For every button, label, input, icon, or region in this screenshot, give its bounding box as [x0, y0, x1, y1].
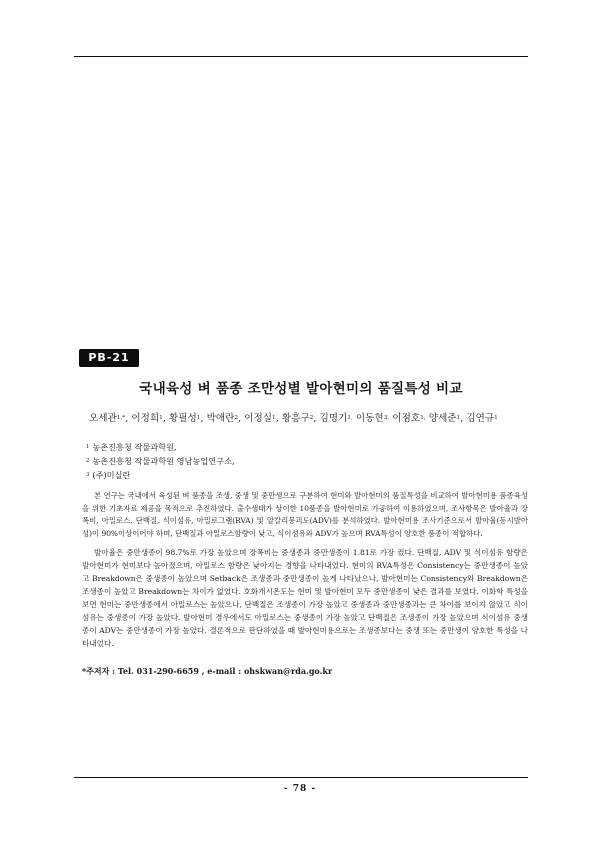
page-number: - 78 -: [283, 784, 317, 794]
author-mark: 3,: [383, 415, 390, 421]
top-rule: [74, 56, 528, 57]
author: 박애란: [206, 413, 235, 424]
abstract: [82, 490, 528, 656]
author-list: 오세관$^{1,*}$, 이정희$^1$, 황필성$^1$, 박애란$^2$, 이정실$^1$, 황흥구$^2$, 김명기$^{1,}$ 이동현$^{3,}$ 이점호$^{1,}$ 양세준$^1$, 김연규$^1$: [89, 413, 498, 424]
author: 이정희: [131, 413, 160, 424]
affiliation: [86, 468, 506, 482]
affiliation-text: 농촌진흥청 작물과학원,: [92, 442, 177, 452]
author-mark: 1: [159, 415, 163, 421]
affiliation-mark: 1: [86, 444, 90, 450]
author-mark: 1: [272, 415, 276, 421]
author-mark: 1: [494, 415, 498, 421]
contact-email: ohskwan@rda.go.kr: [243, 666, 333, 676]
author-mark: 1,*: [116, 415, 126, 421]
affiliation: [86, 440, 506, 454]
author: 황필성: [168, 413, 197, 424]
author-mark: 1,: [347, 415, 353, 421]
affiliation-mark: 3: [86, 472, 90, 478]
author: 이정실: [244, 413, 273, 424]
author: 오세관: [89, 413, 117, 424]
author: 황흥구: [281, 413, 310, 424]
paper-title: 국내육성 벼 품종 조만성별 발아현미의 품질특성 비교: [139, 381, 463, 397]
author: 김명기: [319, 413, 348, 424]
author-mark: 2: [234, 415, 239, 421]
author-mark: 1,: [420, 415, 426, 421]
contact-label: *주저자 : Tel. 031-290-6659 , e-mail :: [82, 666, 242, 676]
affiliation-text: 농촌진흥청 작물과학원 영남농업연구소,: [92, 456, 235, 466]
author-mark: 2: [309, 415, 314, 421]
affiliation-mark: 2: [86, 458, 90, 464]
author: 이동현: [355, 413, 384, 424]
affiliation-list: [86, 440, 506, 482]
bottom-rule: [74, 777, 528, 778]
affiliation-text: (주)미실란: [92, 470, 131, 480]
author-mark: 1: [456, 415, 461, 421]
contact-info: [82, 666, 332, 677]
author-mark: 1: [196, 415, 201, 421]
abstract-paragraph: 본 연구는 국내에서 육성된 벼 품종을 조생, 중생 및 중만생으로 구분하여 현미와 발아현미의 품질특성을 비교하여 발아현미용 품종육성을 위한 기초자료 제공을 목적으로 추진하였다. 출수생태가 상이한 10품종을 발아현미로 가공하여 이용하였으며, 조사항목은 발아율과 장폭비, 아밀로스, 단백질, 식이섬유, 아밀로그램(RVA) 및 알칼리붕괴도(ADV)를 분석하였다. 발아현미용 조사기준으로서 발아율(동시발아성)이 90%이상이어야 하며, 단백질과 아밀로스함량이 낮고, 식이섬유와 ADV가 높으며 RVA특성이 양호한 품종이 적합하다.: [82, 491, 528, 538]
abstract-paragraph: 발아율은 중만생종이 98.7%로 가장 높았으며 장폭비는 중생종과 중만생종이 1.81로 가장 컸다. 단백질, ADV 및 식이섬유 함량은 발아현미가 현미보다 높아졌으며, 아밀로스 함량은 낮아지는 경향을 나타내었다. 현미의 RVA특성은 Consistency는 중만생종이 높았고 Breakdown은 중생종이 높았으며 Setback은 조생종과 중만생종이 높게 나타났으나, 발아현미는 Consistency와 Breakdown은 조생종이 높았고 Breakdown는 차이가 없었다. 호화개시온도는 현미 및 발아현미 모두 중만생종이 낮은 결과를 보였다. 이화학 특성을 보면 현미는 중만생종에서 아밀로스는 높았으나, 단백질은 조생종이 가장 높았고 중생종과 중만생종과는 큰 차이를 보이지 않았고 식이섬유는 중생종이 가장 높았다. 발아현미 경우에서도 아밀로스는 중생종이 가장 높았고 단백질은 조생종이 가장 높았으며 식이섬유 중생종이 ADV는 중만생종이 가장 높았다. 결론적으로 판단하였을 때 발아현미용으로는 조생종보다는 중생 또는 중만생이 양호한 특성을 나타내었다.: [82, 548, 528, 649]
author: 양세준: [428, 413, 457, 424]
author: 이점호: [392, 413, 421, 424]
author: 김연규: [466, 413, 495, 424]
affiliation: [86, 454, 506, 468]
session-label: PB-21: [79, 349, 139, 367]
